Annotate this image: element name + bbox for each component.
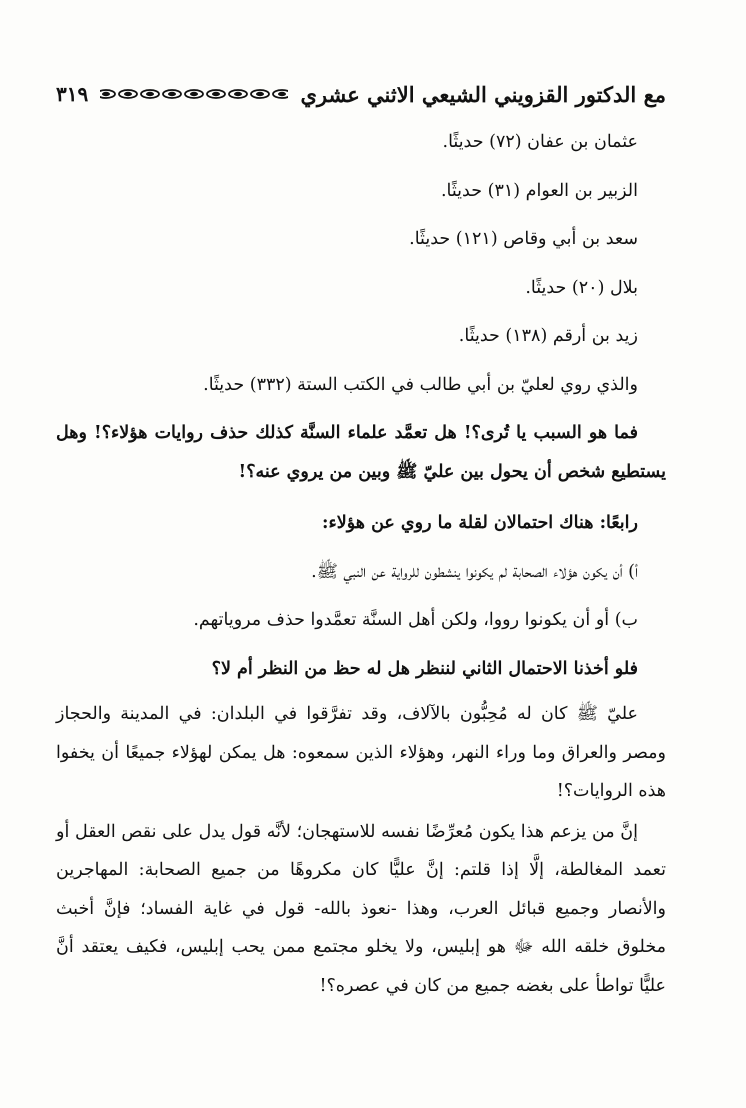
paragraph-second-option: فلو أخذنا الاحتمال الثاني لننظر هل له حظ من النظر أم لا؟ xyxy=(211,658,638,679)
narrator-line-bilal: بلال (٢٠) حديثًا. xyxy=(525,277,638,298)
option-b: ب) أو أن يكونوا رووا، ولكن أهل السنَّة تعمَّدوا حذف مروياتهم. xyxy=(193,610,638,630)
option-a: أ) أن يكون هؤلاء الصحابة لم يكونوا ينشطون للرواية عن النبي ﷺ. xyxy=(311,561,638,582)
narrator-line-uthman: عثمان بن عفان (٧٢) حديثًا. xyxy=(442,132,638,152)
paragraph-ali-lovers: عليّ ﷺ كان له مُحِبُّون بالآلاف، وقد تفرَّقوا في البلدان: في المدينة والحجاز ومصر والعراق وما وراء النهر، وهؤلاء الذين سمعوه: هل يمكن لهؤلاء جميعًا أن يخفوا هذه الروايات؟! xyxy=(56,704,666,801)
page-number: ٣١٩ xyxy=(56,82,89,106)
paragraph-claim: إنَّ من يزعم هذا يكون مُعرِّضًا نفسه للاستهجان؛ لأنَّه قول يدل على نقص العقل أو تعمد المغالطة، إلَّا إذا قلتم: إنَّ عليًّا كان مكروهًا من جميع الصحابة: المهاجرين والأنصار وجميع قبائل العرب، وهذا -نعوذ بالله- قول في غاية الفساد؛ فإنَّ أخبث مخلوق خلقه الله ﷻ هو إبليس، ولا يخلو مجتمع ممن يحب إبليس، فكيف يعتقد أنَّ عليًّا تواطأ على بغضه جميع من كان في عصره؟! xyxy=(56,821,666,996)
paragraph-why: فما هو السبب يا تُرى؟! هل تعمَّد علماء السنَّة كذلك حذف روايات هؤلاء؟! وهل يستطيع شخص أن يحول بين عليّ ﷺ وبين من يروي عنه؟! xyxy=(56,423,666,482)
header-title: مع الدكتور القزويني الشيعي الاثني عشري xyxy=(300,81,666,107)
narrator-line-saad: سعد بن أبي وقاص (١٢١) حديثًا. xyxy=(409,229,638,249)
running-header xyxy=(56,76,666,112)
narrator-line-zubair: الزبير بن العوام (٣١) حديثًا. xyxy=(440,180,638,201)
paragraph-fourth: رابعًا: هناك احتمالان لقلة ما روي عن هؤلاء: xyxy=(322,513,638,533)
narrator-line-zaid: زيد بن أرقم (١٣٨) حديثًا. xyxy=(458,326,638,346)
ornament-chain-icon xyxy=(100,87,288,101)
page-body xyxy=(56,118,666,1005)
header-ornament xyxy=(100,87,288,101)
narrator-line-ali: والذي روي لعليّ بن أبي طالب في الكتب الستة (٣٣٢) حديثًا. xyxy=(203,374,638,395)
